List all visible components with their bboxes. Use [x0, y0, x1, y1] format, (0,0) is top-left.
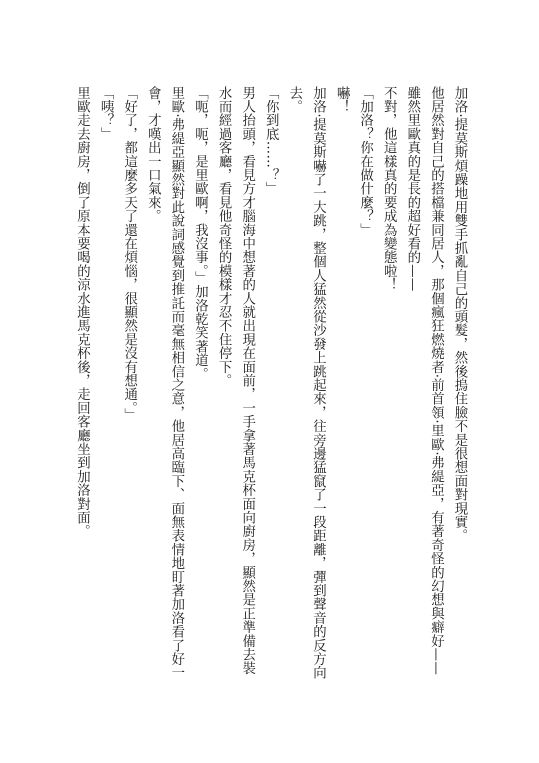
paragraph: 「你到底……？」	[263, 86, 279, 196]
paragraph: 嚇！	[334, 86, 350, 114]
paragraph: 里歐走去廚房，倒了原本要喝的涼水進馬克杯後，走回客廳坐到加洛對面。	[74, 86, 90, 539]
paragraph: 「好了，都這麼多天了還在煩惱，很顯然是沒有想通。」	[121, 86, 137, 422]
paragraph: 「加洛？你在做什麼？」	[357, 86, 373, 237]
vertical-text-body	[51, 86, 471, 686]
paragraph: 里歐‧弗緹亞顯然對此說詞感覺到推託而毫無相信之意，他居高臨下、面無表情地盯著加洛看了好一會，才嘆出一口氣來。	[145, 86, 184, 680]
paragraph: 加洛‧提莫斯煩躁地用雙手抓亂自己的頭髮，然後摀住臉不是很想面對現實。	[452, 86, 467, 543]
paragraph: 雖然里歐真的是長的超好看的——	[404, 86, 420, 292]
paragraph: 「咦？」	[98, 86, 114, 141]
paragraph: 不對，他這樣真的要成為變態啦！	[381, 86, 397, 292]
paragraph: 他居然對自己的搭檔兼同居人，那個瘋狂燃燒者‧前首領‧里歐‧弗緹亞，有著奇怪的幻想與癖好——	[428, 86, 444, 676]
paragraph: 「呃，呃，是里歐啊，我沒事。」加洛乾笑著道。	[192, 86, 208, 381]
paragraph: 男人抬頭，看見方才腦海中想著的人就出現在面前，一手拿著馬克杯面向廚房，顯然是正準備去裝水而經過客廳，看見他奇怪的模樣才忍不住停下。	[216, 86, 255, 676]
paragraph: 加洛‧提莫斯嚇了一大跳，整個人猛然從沙發上跳起來，往旁邊猛竄了一段距離，彈到聲音的反方向去。	[286, 86, 326, 680]
